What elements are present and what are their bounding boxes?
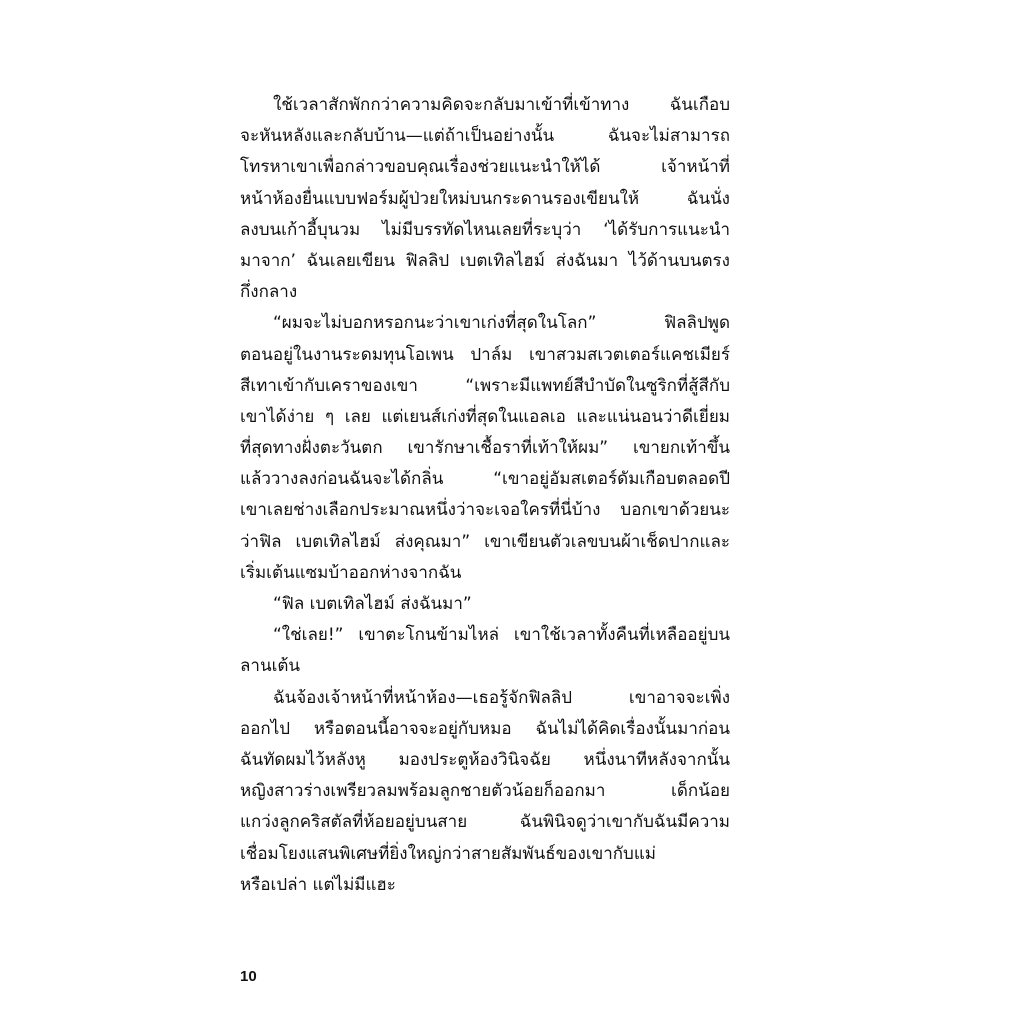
text-line: แกว่งลูกคริสตัลที่ห้อยอยู่บนสาย ฉันพินิจดูว่าเขากับฉันมีความ bbox=[240, 812, 730, 833]
text-line: ฉันจ้องเจ้าหน้าที่หน้าห้อง—เธอรู้จักฟิลลิป เขาอาจจะเพิ่ง bbox=[273, 687, 730, 708]
text-line: เชื่อมโยงแสนพิเศษที่ยิ่งใหญ่กว่าสายสัมพันธ์ของเขากับแม่ bbox=[240, 843, 656, 864]
text-line: หรือเปล่า แต่ไม่มีแฮะ bbox=[240, 874, 396, 895]
text-line: “ฟิล เบตเทิลไฮม์ ส่งฉันมา” bbox=[273, 594, 472, 614]
text-line: เขาเลยช่างเลือกประมาณหนึ่งว่าจะเจอใครที่นี่บ้าง บอกเขาด้วยนะ bbox=[240, 500, 730, 521]
text-line: กึ่งกลาง bbox=[240, 282, 298, 303]
text-line: หญิงสาวร่างเพรียวลมพร้อมลูกชายตัวน้อยก็ออกมา เด็กน้อย bbox=[240, 781, 730, 802]
text-line: ฉันทัดผมไว้หลังหู มองประตูห้องวินิจฉัย หนึ่งนาทีหลังจากนั้น bbox=[240, 749, 730, 770]
text-line: ลานเต้น bbox=[240, 656, 301, 677]
text-line: แล้ววางลงก่อนฉันจะได้กลิ่น “เขาอยู่อัมสเตอร์ดัมเกือบตลอดปี bbox=[240, 469, 730, 490]
text-line: สีเทาเข้ากับเคราของเขา “เพราะมีแพทย์สีบำบัดในซูริกที่สู้สีกับ bbox=[240, 375, 730, 396]
page-number: 10 bbox=[240, 968, 257, 985]
text-line: ตอนอยู่ในงานระดมทุนโอเพน ปาล์ม เขาสวมสเวตเตอร์แคชเมียร์ bbox=[240, 344, 730, 365]
body-text bbox=[240, 90, 730, 901]
text-line: จะหันหลังและกลับบ้าน—แต่ถ้าเป็นอย่างนั้น ฉันจะไม่สามารถ bbox=[240, 126, 730, 147]
text-line: มาจาก’ ฉันเลยเขียน ฟิลลิป เบตเทิลไฮม์ ส่งฉันมา ไว้ด้านบนตรง bbox=[240, 250, 730, 271]
text-line: ว่าฟิล เบตเทิลไฮม์ ส่งคุณมา” เขาเขียนตัวเลขบนผ้าเช็ดปากและ bbox=[240, 531, 730, 552]
text-line: ออกไป หรือตอนนี้อาจจะอยู่กับหมอ ฉันไม่ได้คิดเรื่องนั้นมาก่อน bbox=[240, 718, 730, 739]
text-line: ใช้เวลาสักพักกว่าความคิดจะกลับมาเข้าที่เข้าทาง ฉันเกือบ bbox=[273, 95, 730, 115]
text-line: “ผมจะไม่บอกหรอกนะว่าเขาเก่งที่สุดในโลก” ฟิลลิปพูด bbox=[273, 313, 730, 334]
text-line: “ใช่เลย!” เขาตะโกนข้ามไหล่ เขาใช้เวลาทั้งคืนที่เหลืออยู่บน bbox=[273, 625, 730, 646]
text-line: ที่สุดทางฝั่งตะวันตก เขารักษาเชื้อราที่เท้าให้ผม” เขายกเท้าขึ้น bbox=[240, 438, 730, 459]
text-line: โทรหาเขาเพื่อกล่าวขอบคุณเรื่องช่วยแนะนำให้ได้ เจ้าหน้าที่ bbox=[240, 157, 730, 178]
text-line: ลงบนเก้าอี้บุนวม ไม่มีบรรทัดไหนเลยที่ระบุว่า ‘ได้รับการแนะนำ bbox=[240, 219, 730, 240]
text-line: หน้าห้องยื่นแบบฟอร์มผู้ป่วยใหม่บนกระดานรองเขียนให้ ฉันนั่ง bbox=[240, 188, 730, 209]
text-line: เขาได้ง่าย ๆ เลย แต่เยนส์เก่งที่สุดในแอลเอ และแน่นอนว่าดีเยี่ยม bbox=[240, 406, 730, 427]
text-line: เริ่มเต้นแซมบ้าออกห่างจากฉัน bbox=[240, 562, 462, 583]
